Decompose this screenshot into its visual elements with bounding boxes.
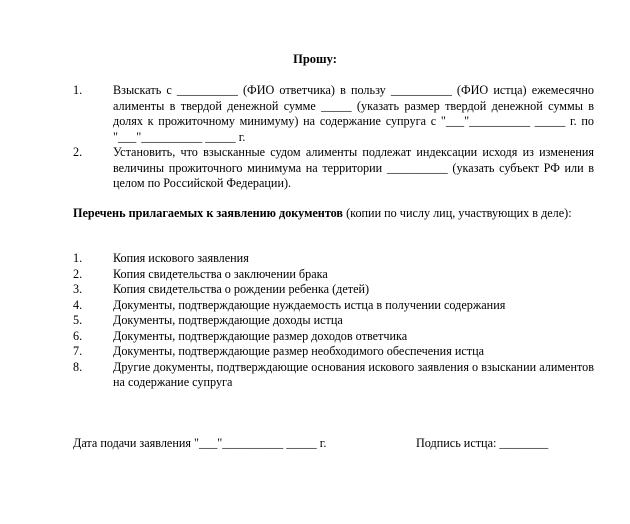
document-text: Документы, подтверждающие размер доходов ответчика — [113, 328, 408, 343]
documents-heading — [73, 206, 594, 222]
list-number: 2. — [73, 266, 83, 281]
document-text: Копия свидетельства о рождении ребенка (детей) — [113, 282, 370, 296]
list-number: 7. — [73, 344, 83, 358]
date-of-filing-field: Дата подачи заявления "___"__________ _____ г. — [73, 436, 327, 450]
list-number: 3. — [73, 282, 83, 296]
document-item — [73, 360, 594, 391]
document-item — [73, 282, 594, 298]
document-text: Документы, подтверждающие доходы истца — [113, 313, 343, 327]
list-number: 6. — [73, 328, 83, 343]
request-list — [73, 83, 594, 192]
list-number: 5. — [73, 313, 83, 327]
list-number: 4. — [73, 297, 83, 312]
document-text: Копия искового заявления — [113, 251, 249, 265]
list-number: 8. — [73, 359, 83, 374]
list-number: 1. — [73, 83, 83, 97]
plaintiff-signature-field: Подпись истца: ________ — [416, 436, 549, 450]
document-item — [73, 298, 594, 314]
request-item — [73, 145, 594, 192]
request-text: Взыскать с __________ (ФИО ответчика) в пользу __________ (ФИО истца) ежемесячно алименты в твердой денежной сумме _____ (указать размер твердой денежной суммы в долях к прожиточному минимуму) на содержание супруга с "___"__________ _____ г. по "___"__________ _____ г. — [113, 83, 594, 144]
document-item — [73, 267, 594, 283]
list-number: 1. — [73, 251, 83, 265]
document-item — [73, 251, 594, 267]
request-item — [73, 83, 594, 145]
document-text: Копия свидетельства о заключении брака — [113, 266, 328, 281]
documents-heading-bold: Перечень прилагаемых к заявлению документов — [73, 206, 344, 220]
request-text: Установить, что взысканные судом алименты подлежат индексации исходя из изменения величины прожиточного минимума на территории __________ (указать субъект РФ или в целом по Российской Федерации). — [113, 145, 594, 190]
documents-heading-rest: (копии по числу лиц, участвующих в деле): — [343, 206, 572, 220]
documents-list — [73, 251, 594, 391]
document-text: Документы, подтверждающие нуждаемость истца в получении содержания — [113, 297, 506, 312]
list-number: 2. — [73, 145, 83, 159]
document-text: Другие документы, подтверждающие основания искового заявления о взыскании алиментов на содержание супруга — [113, 359, 594, 389]
document-text: Документы, подтверждающие размер необходимого обеспечения истца — [113, 344, 485, 358]
document-item — [73, 313, 594, 329]
document-item — [73, 329, 594, 345]
document-item — [73, 344, 594, 360]
page-title: Прошу: — [293, 52, 337, 66]
